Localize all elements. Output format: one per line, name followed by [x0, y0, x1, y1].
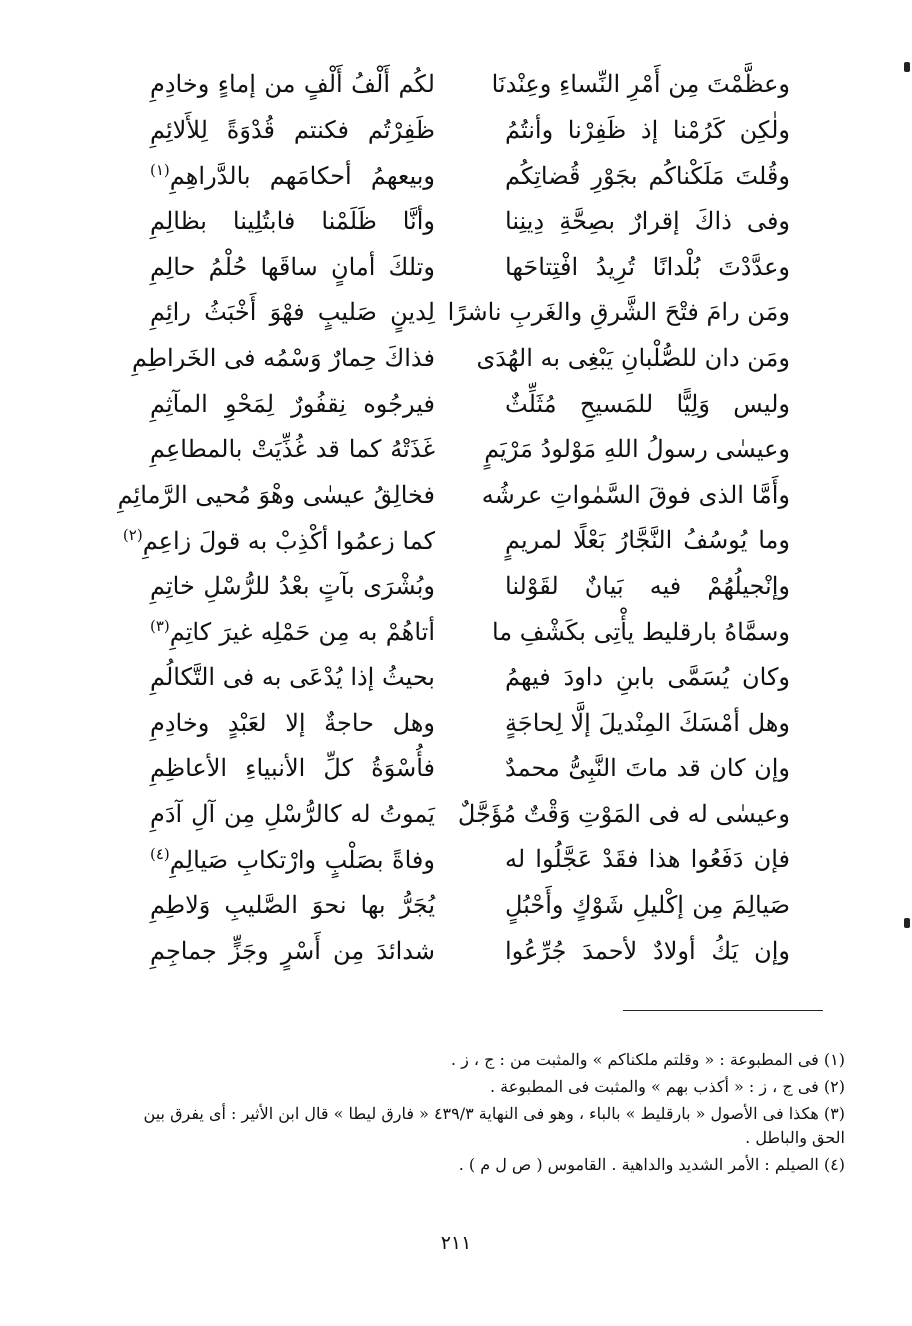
hemistich-second [150, 572, 435, 601]
verse-line [150, 609, 790, 655]
hemistich-text: يَموتُ له كالرُّسْلِ مِن آلِ آدَمِ [150, 799, 435, 828]
verse-line [122, 518, 790, 564]
hemistich-first: وإن كان قد ماتَ النَّبِىُّ محمدٌ [505, 754, 790, 783]
poem-body [117, 62, 790, 974]
hemistich-first: وعظَّمْتَ مِن أَمْرِ النِّساءِ وعِنْدنَا [491, 70, 790, 99]
hemistich-second [150, 845, 435, 875]
hemistich-second [122, 525, 435, 556]
verse-line [150, 837, 790, 883]
hemistich-second [150, 161, 435, 191]
verse-line [150, 700, 790, 746]
hemistich-text: وتلكَ أمانٍ ساقَها حُلْمُ حالِمِ [150, 252, 435, 281]
hemistich-first: وإنْجيلُهُمْ فيه بَيانٌ لقَوْلنا [505, 571, 790, 600]
hemistich-second [150, 617, 435, 647]
footnote: (٤) الصيلم : الأمر الشديد والداهية . القاموس ( ص ل م ) . [458, 1155, 845, 1175]
hemistich-second [150, 800, 435, 829]
verse-line [150, 108, 790, 154]
hemistich-first: وإن يَكُ أولادٌ لأحمدَ جُرِّعُوا [505, 936, 790, 965]
hemistich-first: وفى ذاكَ إقرارٌ بصِحَّةِ دِينِنا [505, 207, 790, 236]
hemistich-second [150, 937, 435, 966]
hemistich-first: وسمَّاهُ بارقليط يأْتِى بكَشْفِ ما [491, 617, 790, 646]
hemistich-second [150, 116, 435, 145]
hemistich-text: لِدينٍ صَليبٍ فهْوَ أَخْبَثُ رائِمِ [150, 298, 435, 327]
verse-line [150, 427, 790, 473]
verse-line [117, 472, 790, 518]
footnote-separator-rule [623, 1010, 823, 1011]
hemistich-text: كما زعمُوا أكْذِبْ به قولَ زاعِمِ [142, 526, 435, 555]
hemistich-text: شدائدَ مِن أَسْرٍ وجَزٍّ جماجِمِ [150, 936, 435, 965]
verse-line [150, 928, 790, 974]
hemistich-first: وعيسٰى له فى المَوْتِ وَقْتٌ مُؤَجَّلٌ [457, 799, 790, 828]
hemistich-text: يُجَرُّ بها نحوَ الصَّليبِ وَلاطِمِ [150, 891, 435, 920]
hemistich-first: وعدَّدْتَ بُلْدانًا تُرِيدُ افْتِتاحَها [505, 252, 790, 281]
verse-line [150, 746, 790, 792]
verse-line [150, 244, 790, 290]
footnote: (٢) فى ج ، ز : « أكذب بهم » والمثبت فى المطبوعة . [489, 1076, 845, 1096]
hemistich-second [150, 435, 435, 464]
hemistich-second [150, 390, 435, 419]
verse-line [150, 792, 790, 838]
hemistich-second [150, 298, 435, 327]
hemistich-first: وعيسٰى رسولُ اللهِ مَوْلودُ مَرْيَمٍ [484, 435, 790, 464]
hemistich-text: فيرجُوه نِقفُورٌ لِمَحْوِ المآثِمِ [150, 389, 435, 418]
footnote-reference: (٢) [122, 525, 143, 544]
hemistich-text: وبيعهمُ أحكامَهم بالدَّراهِمِ [169, 162, 435, 191]
hemistich-second [150, 663, 435, 692]
hemistich-text: بحيثُ إذا يُدْعَى به فى التَّكالُمِ [150, 663, 435, 692]
footnote-reference: (٤) [150, 844, 170, 863]
page-number: ٢١١ [440, 1232, 472, 1254]
verse-line [150, 564, 790, 610]
footnote-reference: (٣) [150, 617, 170, 636]
hemistich-text: وبُشْرَى بآتٍ بعْدُ للرُّسْلِ خاتِمِ [150, 571, 435, 600]
hemistich-text: أتاهُمْ به مِن حَمْلِه غيرَ كاتِمِ [169, 618, 435, 647]
hemistich-text: فأُسْوَةُ كلِّ الأنبياءِ الأعاظِمِ [150, 754, 435, 783]
verse-line [150, 62, 790, 108]
hemistich-first: وكان يُسَمَّى بابنِ داودَ فيهمُ [505, 663, 790, 692]
hemistich-first: ومَن دان للصُّلْبانِ يَبْغِى به الهُدَى [476, 343, 790, 372]
hemistich-second [131, 343, 435, 373]
page-edge-mark [904, 62, 910, 72]
hemistich-text: وفاةً بصَلْبٍ وارْتكابِ صَيالِمِ [169, 845, 435, 874]
hemistich-second [150, 207, 435, 236]
hemistich-second [150, 754, 435, 783]
footnotes [110, 1048, 845, 1180]
hemistich-first: وليس وَلِيًّا للمَسيحِ مُثَلِّثٌ [505, 389, 790, 418]
hemistich-text: لكُم أَلْفُ أَلْفٍ من إماءٍ وخادِمِ [150, 70, 435, 99]
hemistich-first: ولٰكِن كَرُمْنا إذ ظَفِرْنا وأنتُمُ [505, 115, 790, 144]
hemistich-text: وأنَّا ظَلَمْنا فابتُلِينا بظالِمِ [150, 207, 435, 236]
page-edge-mark [904, 918, 910, 928]
hemistich-text: غَذَتْهُ كما قد غُذِّيَتْ بالمطاعِمِ [150, 435, 435, 464]
hemistich-second [150, 709, 435, 738]
hemistich-first: وقُلتَ مَلَكْناكُم بجَوْرِ قُضاتِكُم [505, 161, 790, 190]
hemistich-second [150, 70, 435, 99]
hemistich-text: ظَفِرْتُم فكنتم قُدْوَةً لِلأَلائِمِ [150, 115, 435, 144]
hemistich-text: فذاكَ حِمارٌ وَسْمُه فى الخَراطِمِ [131, 343, 435, 372]
verse-line [131, 336, 790, 382]
hemistich-first: وهل أمْسَكَ المِنْديلَ إلَّا لِحاجَةٍ [505, 708, 790, 737]
footnote-reference: (١) [150, 161, 170, 180]
verse-line [150, 290, 790, 336]
verse-line [150, 199, 790, 245]
footnote: (٣) هكذا فى الأصول « بارقليط » بالباء ، وهو فى النهاية ٤٣٩/٣ « فارق ليطا » قال ابن الأثير : أى يفرق بين الحق والباطل . [143, 1103, 845, 1148]
hemistich-second [117, 480, 435, 510]
hemistich-first: ومَن رامَ فتْحَ الشَّرقِ والغَربِ ناشرًا [447, 298, 790, 327]
verse-line [150, 153, 790, 199]
hemistich-second [150, 253, 435, 282]
hemistich-first: صَيالِمَ مِن إكْليلِ شَوْكٍ وأَحْبُلٍ [505, 891, 790, 920]
verse-line [150, 381, 790, 427]
hemistich-second [150, 891, 435, 920]
verse-line [150, 883, 790, 929]
verse-line [150, 655, 790, 701]
hemistich-first: فإن دَفَعُوا هذا فقَدْ عَجَّلُوا له [505, 845, 790, 874]
footnote: (١) فى المطبوعة : « وقلتم ملكناكم » والمثبت من : ج ، ز . [450, 1050, 845, 1069]
hemistich-first: وما يُوسُفُ النَّجَّارُ بَعْلًا لمريمٍ [505, 526, 790, 555]
hemistich-first: وأَمَّا الذى فوقَ السَّمٰواتِ عرشُه [481, 480, 790, 509]
hemistich-text: فخالِقُ عيسٰى وهْوَ مُحيى الرَّمائِمِ [117, 480, 435, 509]
hemistich-text: وهل حاجةٌ إلا لعَبْدٍ وخادِمِ [150, 708, 435, 737]
